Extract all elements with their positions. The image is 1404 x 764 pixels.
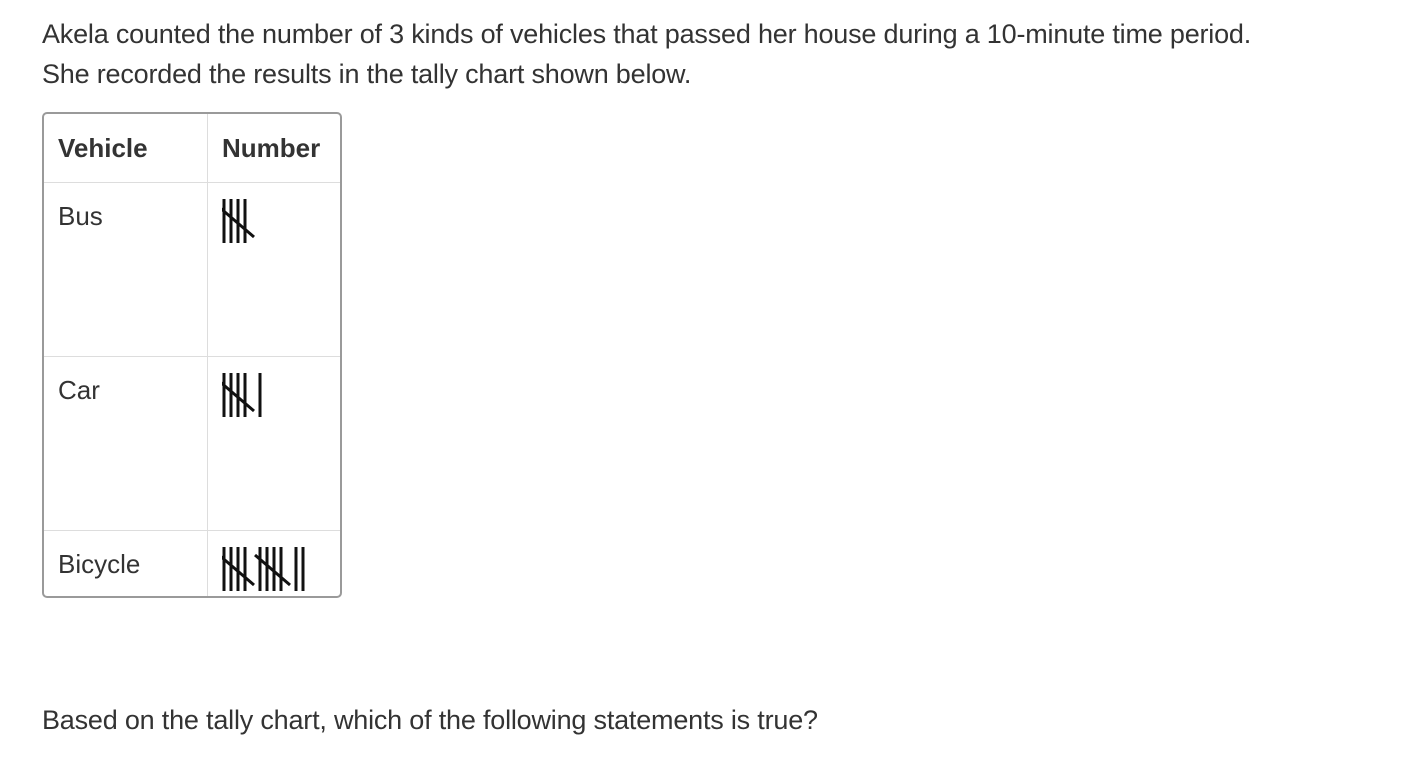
tally-chart xyxy=(42,112,342,598)
tally-chart-table xyxy=(44,114,340,598)
question-text: Based on the tally chart, which of the following statements is true? xyxy=(42,705,818,735)
vehicle-name: Bicycle xyxy=(44,531,208,599)
tally-icon xyxy=(222,195,264,247)
table-row xyxy=(44,183,340,357)
problem-intro xyxy=(42,14,1382,94)
intro-line-2: She recorded the results in the tally chart shown below. xyxy=(42,59,692,89)
tally-icon xyxy=(222,369,271,421)
header-number: Number xyxy=(208,114,341,183)
tally-marks xyxy=(208,531,341,599)
tally-marks xyxy=(208,357,341,531)
tally-marks xyxy=(208,183,341,357)
vehicle-name: Car xyxy=(44,357,208,531)
tally-icon xyxy=(222,543,314,595)
table-header-row xyxy=(44,114,340,183)
intro-line-1: Akela counted the number of 3 kinds of vehicles that passed her house during a 10-minute time period. xyxy=(42,19,1252,49)
header-vehicle: Vehicle xyxy=(44,114,208,183)
vehicle-name: Bus xyxy=(44,183,208,357)
table-row xyxy=(44,531,340,599)
table-row xyxy=(44,357,340,531)
